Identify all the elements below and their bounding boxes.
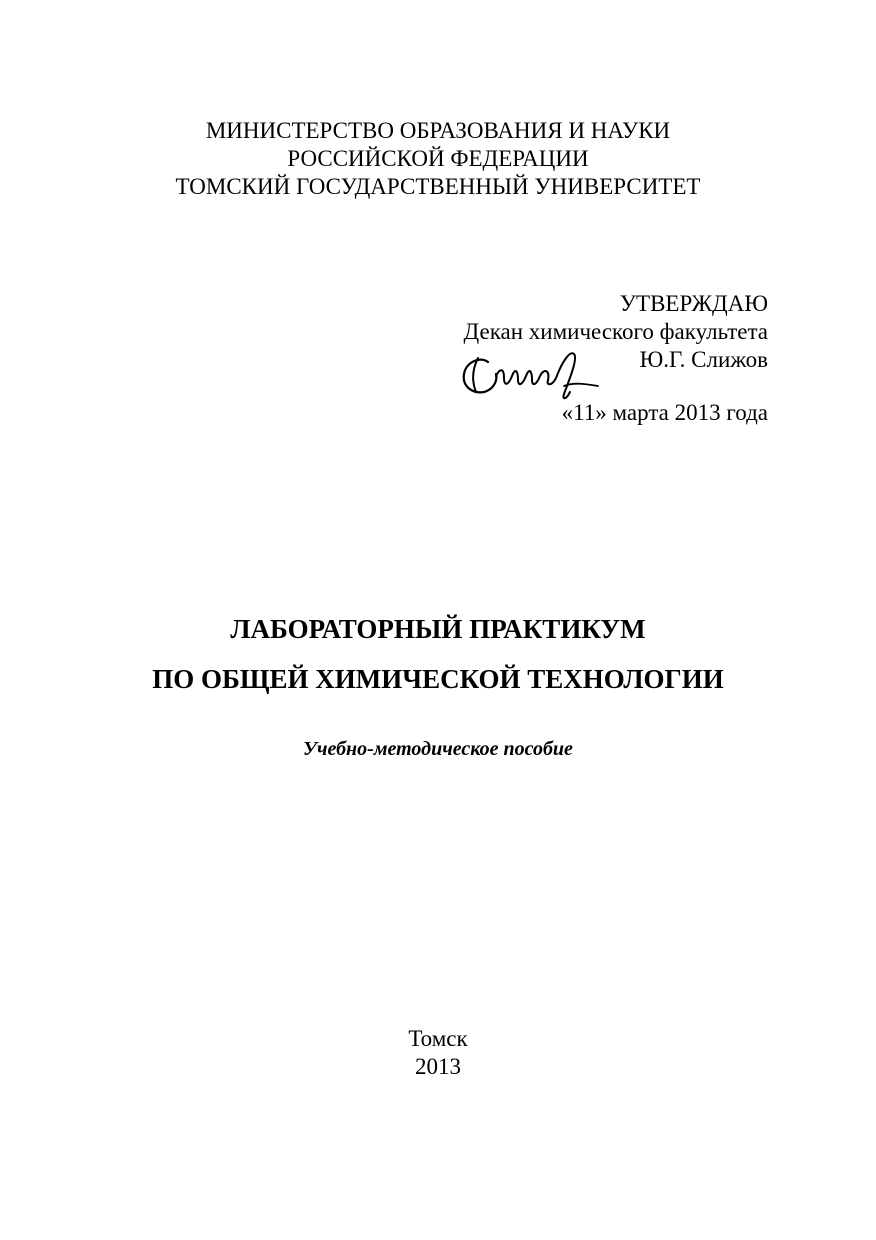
handwritten-signature [458,348,608,404]
ministry-line-1: МИНИСТЕРСТВО ОБРАЗОВАНИЯ И НАУКИ [205,118,671,143]
document-subtitle: Учебно-методическое пособие [303,738,573,760]
publication-year: 2013 [415,1054,461,1079]
publication-city: Томск [408,1026,468,1051]
ministry-line-2: РОССИЙСКОЙ ФЕДЕРАЦИИ [287,146,589,171]
approval-date: «11» марта 2013 года [561,400,768,425]
document-title [0,604,876,704]
ministry-header [0,117,876,201]
title-line-1: ЛАБОРАТОРНЫЙ ПРАКТИКУМ [230,614,646,644]
university-name: ТОМСКИЙ ГОСУДАРСТВЕННЫЙ УНИВЕРСИТЕТ [175,174,701,199]
title-line-2: ПО ОБЩЕЙ ХИМИЧЕСКОЙ ТЕХНОЛОГИИ [152,664,724,694]
approver-position: Декан химического факультета [463,319,768,344]
approver-name: Ю.Г. Слижов [639,347,768,372]
publication-info [0,1025,876,1081]
approval-heading: УТВЕРЖДАЮ [619,291,768,316]
